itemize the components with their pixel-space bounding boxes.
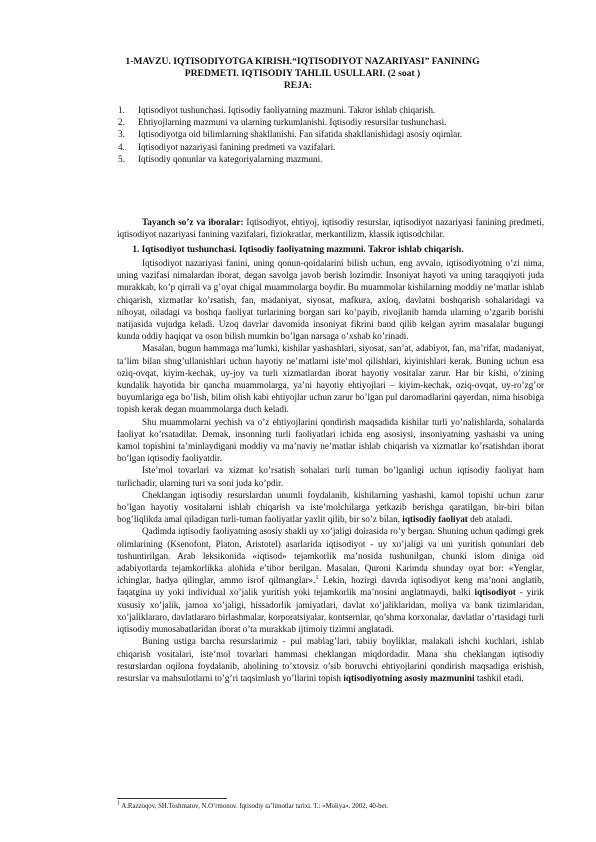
footnote-text: A.Razzoqov, SH.Toshmatov, N.O’rmonov. Iqtisodiy ta’limotlar tarixi. T.: «Moliya». 2002, 40-bet. xyxy=(120,803,389,810)
term-iqtisodiyot: iqtisodiyot xyxy=(474,587,516,598)
paragraph-6-end: - yirik xususiy xo’jalik, jamoa xo’jaligi, hissadorlik jamiyatlari, davlat xo’jaliklaridan, moliya va bank tizimlaridan, xo’jaliklararo, davlatlararo birlashmalar, korporatsiyalar, kontsernlar, qo’shma korxonalar, davlatlar o’rtasidagi turli iqtisodiy munosabatlaridan iborat o’ta murakkab ijtimoiy tizimni anglatadi. xyxy=(117,587,544,635)
plan-item xyxy=(118,128,462,140)
paragraph-2: Masalan, bugun hammaga ma’lumki, kishilar yashashlari, siyosat, san’at, adabiyot, fan, ma’rifat, madaniyat, ta’lim bilan shug’ullanishlari uchun hayotiy ne’matlarni iste’mol qilishlari, kiyinishlari kerak. Buning uchun esa oziq-ovqat, kiyim-kechak, uy-joy va turli xizmatlardan iborat hayotiy vositalar zarur. Har bir kishi, o’zining kundalik hayotida bir qancha muammolarga, ya’ni hayotiy ehtiyojlari – kiyim-kechak, oziq-ovqat, uy-ro’zg’or buyumlariga ega bo’lish, bilim olish kabi ehtiyojlar uchun zarur bo’lgan pul daromadlarini qayerdan, nima hisobiga topish kerak degan muammolarga duch keladi. xyxy=(117,343,544,415)
plan-item xyxy=(118,153,462,165)
plan-item xyxy=(118,104,462,116)
paragraph-7-text: Buning ustiga barcha resurslarimiz - pul mablag’lari, tabiiy boyliklar, malakali ishchi kuchlari, ishlab chiqarish vositalari, iste’mol tovarlari hammasi cheklangan miqdordadir. Mana shu cheklangan iqtisodiy resurslardan oqilona foydalanib, aholining to’xtovsiz o’sib boruvchi ehtiyojlarini qondirish maqsadiga erishish, resurslar va mahsulotlarni to’g’ri taqsimlash yo’llarini topish xyxy=(117,636,544,683)
key-terms-paragraph xyxy=(117,216,544,240)
plan-item xyxy=(118,116,462,128)
paragraph-6-middle: Lekin, hozirgi davrda iqtisodiyot keng ma’noni anglatib, faqatgina uy yoki individual xo’jalik yuritish yoki tejamkorlik ma’nosini anglatmaydi, balki xyxy=(117,575,544,598)
plan-item-number: 5. xyxy=(118,153,125,164)
paragraph-5 xyxy=(117,489,544,526)
plan-item-number: 4. xyxy=(118,141,125,152)
paragraph-6 xyxy=(117,525,544,635)
key-terms-text: Iqtisodiyot, ehtiyoj, iqtisodiy resurslar, iqtisodiyot nazariyasi fanining predmeti, iqtisodiyot nazariyasi fanining vazifalari, fiziokratlar, merkantilizm, klassik iqtisodchilar. xyxy=(117,217,544,240)
term-iqtisodiy-faoliyat: iqtisodiy faoliyat xyxy=(402,514,468,525)
footnote-number: 1 xyxy=(117,800,120,807)
plan-item xyxy=(118,141,462,153)
main-text xyxy=(117,257,544,684)
footnote xyxy=(117,802,388,811)
paragraph-1: Iqtisodiyot nazariyasi fanini, uning qonun-qoidalarini bilish uchun, eng avvalo, iqtisodiyotning o’zi nima, uning vazifasi nimalardan iborat, degan savolga javob berish lozimdir. Insoniyat hayoti va uning taraqqiyoti juda murakkab, ko’p qirrali va g’oyat chigal muammolarga boydir. Bu muammolar kishilarning moddiy ne’matlar ishlab chiqarish, xizmatlar ko’rsatish, fan, madaniyat, siyosat, mafkura, axloq, davlatni boshqarish sohalaridagi va nihoyat, oiladagi va boshqa faoliyat turlarining borgan sari ko’payib, rivojlanib hamda ularning o’zgarib borishi natijasida vujudga keladi. Uzoq davrlar davomida insoniyat fikrini band qilib kelgan ayrim masalalar bugungi kunda oddiy haqiqat va oson bilish mumkin bo’lgan narsaga o’xshab ko’rinadi. xyxy=(117,258,544,342)
plan-item-number: 3. xyxy=(118,129,125,140)
paragraph-5-text: Cheklangan iqtisodiy resurslardan unumli foydalanib, kishilarning yashashi, kamol topishi uchun zarur bo’lgan hayotiy vositalarni ishlab chiqarish va iste’molchilarga yetkazib berishga qaratilgan, bir-biri bilan bog’liqlikda amal qiladigan turli-tuman faoliyatlar yaxlit qilib, bir so’z bilan, xyxy=(117,489,544,525)
paragraph-7-end: tashkil etadi. xyxy=(474,672,524,683)
plan-item-text: Iqtisodiyot nazariyasi fanining predmeti va vazifalari. xyxy=(138,141,336,152)
plan-item-number: 2. xyxy=(118,117,125,128)
document-title xyxy=(100,56,505,80)
plan-heading: REJA: xyxy=(283,80,313,91)
plan-item-text: Iqtisodiyotga oid bilimlarning shakllanishi. Fan sifatida shakllanishidagi asosiy oqimlar. xyxy=(138,129,463,140)
title-line-2: PREDMETI. IQTISODIY TAHLIL USULLARI. (2 soat ) xyxy=(184,68,421,79)
paragraph-7 xyxy=(117,635,544,684)
section-heading: 1. Iqtisodiyot tushunchasi. Iqtisodiy faoliyatning mazmuni. Takror ishlab chiqarish. xyxy=(132,245,464,255)
paragraph-5-end: deb ataladi. xyxy=(467,514,513,525)
paragraph-4: Iste’mol tovarlari va xizmat ko’rsatish sohalari turli tuman bo’lganligi uchun iqtisodiy faoliyat ham turlichadir, ularning turi va soni juda ko’pdir. xyxy=(117,465,544,488)
plan-item-number: 1. xyxy=(118,105,125,115)
key-terms xyxy=(117,216,544,240)
footnote-divider xyxy=(117,798,227,799)
plan-item-text: Ehtiyojlarning mazmuni va ularning turkumlanishi. Iqtisodiy resursilar tushunchasi. xyxy=(138,117,447,128)
plan-list xyxy=(118,104,462,165)
paragraph-3: Shu muammolarni yechish va o’z ehtiyojlarini qondirish maqsadida kishilar turli yo’nalishlarda, sohalarda faoliyat ko’rsatadilar. Demak, insonning turli faoliyatlari ichida eng asosiysi, insoniyatning yashashi va uning kamol topishini ta’minlaydigani moddiy va ma’naviy ne’matlar ishlab chiqarish va xizmatlar ko’rsatishdan iborat bo’lgan iqtisodiy faoliyatdir. xyxy=(117,416,544,464)
paragraph-6-text: Qadimda iqtisodiy faoliyatning asosiy shakli uy xo’jaligi doirasida ro’y bergan. Shuning uchun qadimgi grek olimlarining (Ksenofont, Platon, Aristotel) asarlarida iqtisodiyot - uy xo’jaligi va uni yuritish qonunlari deb tushuntirilgan. Arab leksikonida «iqtisod» tejamkorlik ma’nosida tushunilgan, chunki islom diniga oid adabiyotlarda tejamkorlikka alohida e’tibor berilgan. Masalan, Quroni Karimda shunday oyat bor: «Yenglar, ichinglar, hadya qilinglar, ammo isrof qilmanglar». xyxy=(117,526,544,586)
plan-item-text: Iqtisodiyot tushunchasi. Iqtisodiy faoliyatning mazmuni. Takror ishlab chiqarish. xyxy=(138,105,436,115)
plan-item-text: Iqtisodiy qonunlar va kategoriyalarning mazmuni. xyxy=(138,153,323,164)
footnote-ref[interactable]: 1 xyxy=(315,575,319,582)
title-line-1: 1-MAVZU. IQTISODIYOTGA KIRISH.“IQTISODIYOT NAZARIYASI” FANINING xyxy=(125,56,480,67)
term-asosiy-mazmuni: iqtisodiyotning asosiy mazmunini xyxy=(343,672,475,683)
key-terms-label: Tayanch so’z va iboralar: xyxy=(142,217,244,227)
